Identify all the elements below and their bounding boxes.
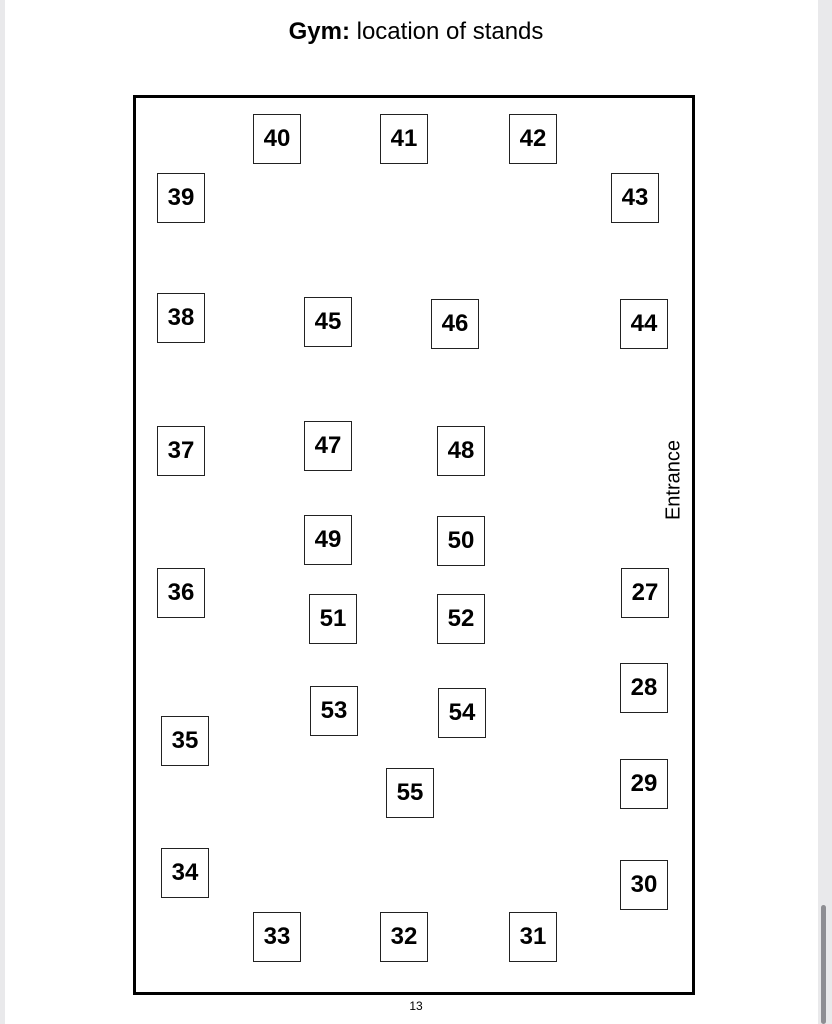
title-rest: location of stands [349, 18, 544, 45]
title-bold: Gym: [288, 18, 350, 45]
stand-32: 32 [380, 912, 428, 962]
stand-50: 50 [437, 516, 485, 566]
stand-37: 37 [157, 426, 205, 476]
stand-27: 27 [621, 568, 669, 618]
stand-47: 47 [304, 421, 352, 471]
stand-35: 35 [161, 716, 209, 766]
stand-43: 43 [611, 173, 659, 223]
stand-39: 39 [157, 173, 205, 223]
page-edge-left [0, 0, 5, 1024]
stand-54: 54 [438, 688, 486, 738]
stand-38: 38 [157, 293, 205, 343]
page-number: 13 [409, 999, 423, 1013]
stand-30: 30 [620, 860, 668, 910]
stand-28: 28 [620, 663, 668, 713]
stand-31: 31 [509, 912, 557, 962]
page-title [0, 18, 832, 46]
page-edge-right [818, 0, 832, 1024]
stand-41: 41 [380, 114, 428, 164]
gym-floor-outline [133, 95, 695, 995]
stand-48: 48 [437, 426, 485, 476]
stand-55: 55 [386, 768, 434, 818]
entrance-label: Entrance [662, 439, 685, 521]
stand-49: 49 [304, 515, 352, 565]
stand-36: 36 [157, 568, 205, 618]
stand-51: 51 [309, 594, 357, 644]
stand-29: 29 [620, 759, 668, 809]
stand-45: 45 [304, 297, 352, 347]
stand-53: 53 [310, 686, 358, 736]
stand-52: 52 [437, 594, 485, 644]
stand-33: 33 [253, 912, 301, 962]
stand-44: 44 [620, 299, 668, 349]
stand-46: 46 [431, 299, 479, 349]
stand-42: 42 [509, 114, 557, 164]
stand-34: 34 [161, 848, 209, 898]
stand-40: 40 [253, 114, 301, 164]
